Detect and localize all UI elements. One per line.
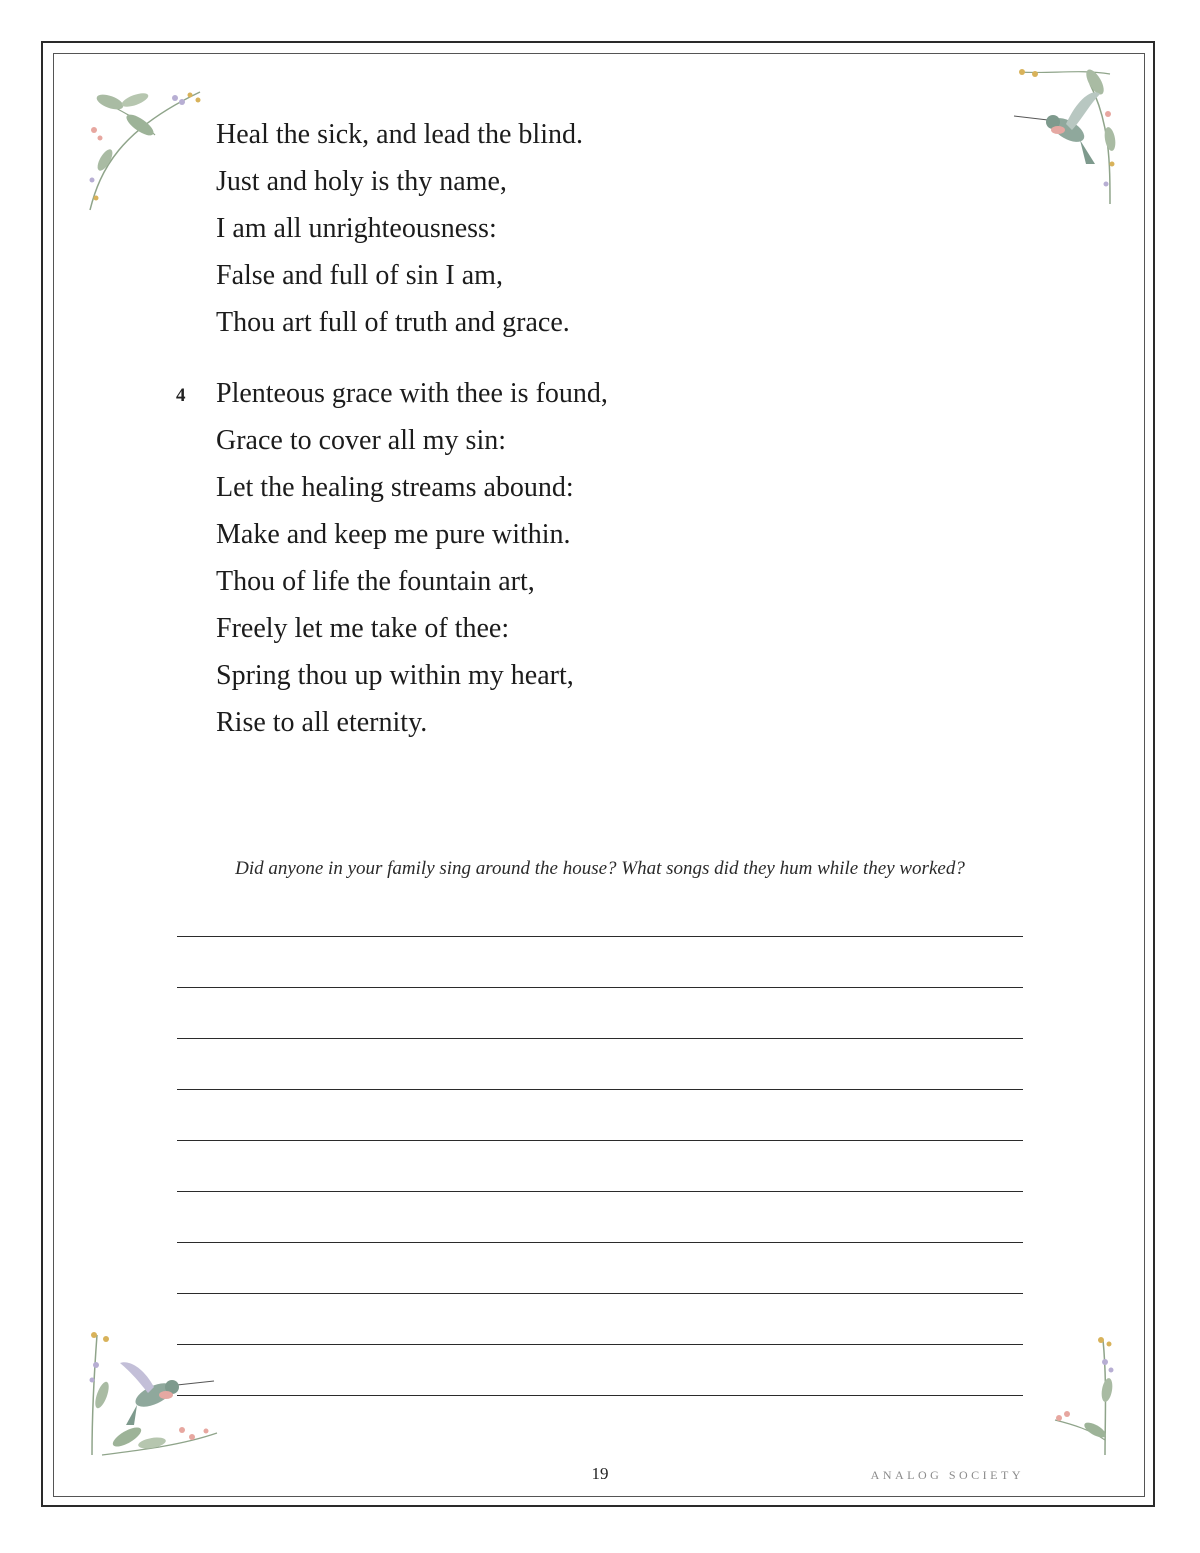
verse-line: I am all unrighteousness: — [216, 213, 497, 244]
verse-line: Thou art full of truth and grace. — [216, 307, 570, 338]
writing-line[interactable] — [177, 1395, 1023, 1396]
writing-line[interactable] — [177, 1293, 1023, 1294]
verse-line: Just and holy is thy name, — [216, 166, 507, 197]
brand-label: ANALOG SOCIETY — [870, 1468, 1024, 1482]
writing-line[interactable] — [177, 1344, 1023, 1345]
verse-line: Freely let me take of thee: — [216, 613, 510, 644]
verse-line: Spring thou up within my heart, — [216, 660, 574, 691]
verse-line: Grace to cover all my sin: — [216, 425, 507, 456]
hummingbird-floral-icon — [82, 1325, 222, 1460]
verse-line: Plenteous grace with thee is found, — [216, 378, 608, 409]
floral-sprig-icon — [1045, 1330, 1125, 1460]
writing-line[interactable] — [177, 1038, 1023, 1039]
writing-line[interactable] — [177, 1191, 1023, 1192]
writing-line[interactable] — [177, 936, 1023, 937]
verse-line: Rise to all eternity. — [216, 707, 428, 738]
writing-line[interactable] — [177, 1089, 1023, 1090]
journal-prompt: Did anyone in your family sing around the house? What songs did they hum while they worked? — [235, 858, 965, 879]
writing-line[interactable] — [177, 1140, 1023, 1141]
verse-line: Let the healing streams abound: — [216, 472, 574, 503]
floral-sprig-icon — [80, 80, 220, 220]
stanza-number: 4 — [176, 385, 186, 406]
verse-line: Make and keep me pure within. — [216, 519, 571, 550]
verse-line: False and full of sin I am, — [216, 260, 503, 291]
hummingbird-floral-icon — [1000, 64, 1125, 209]
verse-line: Thou of life the fountain art, — [216, 566, 535, 597]
page-number: 19 — [591, 1464, 609, 1483]
writing-line[interactable] — [177, 1242, 1023, 1243]
writing-line[interactable] — [177, 987, 1023, 988]
verse-line: Heal the sick, and lead the blind. — [216, 119, 583, 150]
